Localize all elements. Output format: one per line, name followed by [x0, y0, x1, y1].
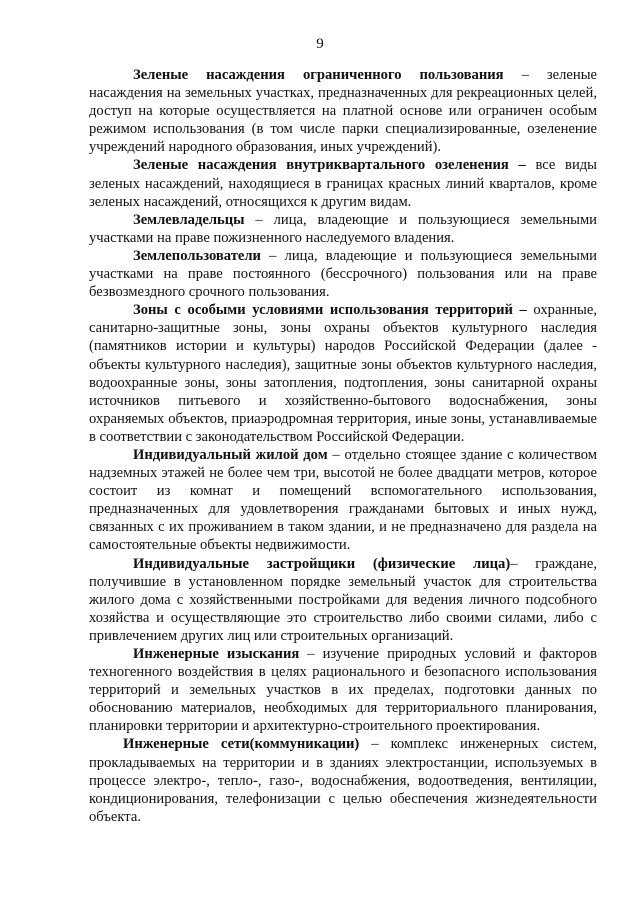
definition-text: охранные, санитарно-защитные зоны, зоны охраны объектов культурного наследия (памятников истории и культуры) народов Российской Федерации (далее - объекты культурного наследия), защитные зоны объектов культурного наследия, водоохранные зоны, зоны затопления, подтопления, зоны санитарной охраны источников питьевого и хозяйственно-бытового водоснабжения, зоны охраняемых объектов, приаэродромная территория, иные зоны, устанавливаемые в соответствии с законодательством Российской Федерации. — [89, 302, 597, 445]
definition-text: – зеленые насаждения на земельных участках, предназначенных для рекреационных целей, доступ на которые осуществляется на платной основе или ограничен особым режимом использования (в том числе парки специализированные, озеленение учреждений народного образования, иных учреждений). — [89, 67, 597, 156]
definition-term: Землепользователи — [133, 247, 261, 264]
definition-term: Зеленые насаждения внутриквартального озеленения – — [133, 157, 526, 174]
definition-paragraph — [89, 156, 597, 210]
definition-term: Зеленые насаждения ограниченного пользования — [133, 67, 504, 83]
definition-text: – лица, владеющие и пользующиеся земельными участками на праве постоянного (бессрочного) пользования или на праве безвозмездного срочного пользования. — [89, 247, 597, 301]
definition-term: Инженерные изыскания — [133, 646, 300, 662]
definition-paragraph — [89, 301, 597, 446]
definition-paragraph — [89, 247, 597, 301]
definition-term: Индивидуальные застройщики (физические лица) — [133, 555, 511, 572]
definition-paragraph — [89, 735, 597, 825]
definition-text: – лица, владеющие и пользующиеся земельными участками на праве пожизненного наследуемого владения. — [89, 211, 597, 246]
definition-text: все виды зеленых насаждений, находящиеся в границах красных линий кварталов, кроме зеленых насаждений, относящихся к другим видам. — [89, 157, 597, 210]
definition-term: Индивидуальный жилой дом — [133, 446, 328, 463]
definition-paragraph — [89, 211, 597, 247]
definition-paragraph — [89, 645, 597, 735]
definition-text: – граждане, получившие в установленном порядке земельный участок для строительства жилого дома с хозяйственными постройками для ведения личного подсобного хозяйства и осуществляющие это строительство либо своими силами, либо с привлечением других лиц или строительных организаций. — [89, 555, 597, 644]
definition-paragraph — [89, 446, 597, 555]
definition-paragraph — [89, 555, 597, 645]
definition-term: Инженерные сети(коммуникации) — [123, 736, 360, 753]
definition-text: – отдельно стоящее здание с количеством надземных этажей не более чем три, высотой не более двадцати метров, которое состоит из комнат и помещений вспомогательного использования, предназначенных для удовлетворения гражданами бытовых и иных нужд, связанных с их проживанием в таком здании, и не предназначено для раздела на самостоятельные объекты недвижимости. — [89, 446, 597, 554]
definition-text: – комплекс инженерных систем, прокладываемых на территории и в зданиях электростанции, используемых в процессе электро-, тепло-, газо-, водоснабжения, водоотведения, вентиляции, кондиционирования, телефонизации с целью обеспечения жизнедеятельности объекта. — [89, 736, 597, 825]
document-body — [89, 66, 597, 826]
definition-term: Землевладельцы — [133, 211, 245, 228]
definition-paragraph — [89, 66, 597, 156]
definition-text: – изучение природных условий и факторов техногенного воздействия в целях рационального и безопасного использования территорий и земельных участков в их пределах, подготовки данных по обоснованию материалов, необходимых для территориального планирования, планировки территории и архитектурно-строительного проектирования. — [89, 646, 597, 735]
page-number: 9 — [316, 36, 324, 52]
definition-term: Зоны с особыми условиями использования территорий – — [133, 302, 527, 319]
